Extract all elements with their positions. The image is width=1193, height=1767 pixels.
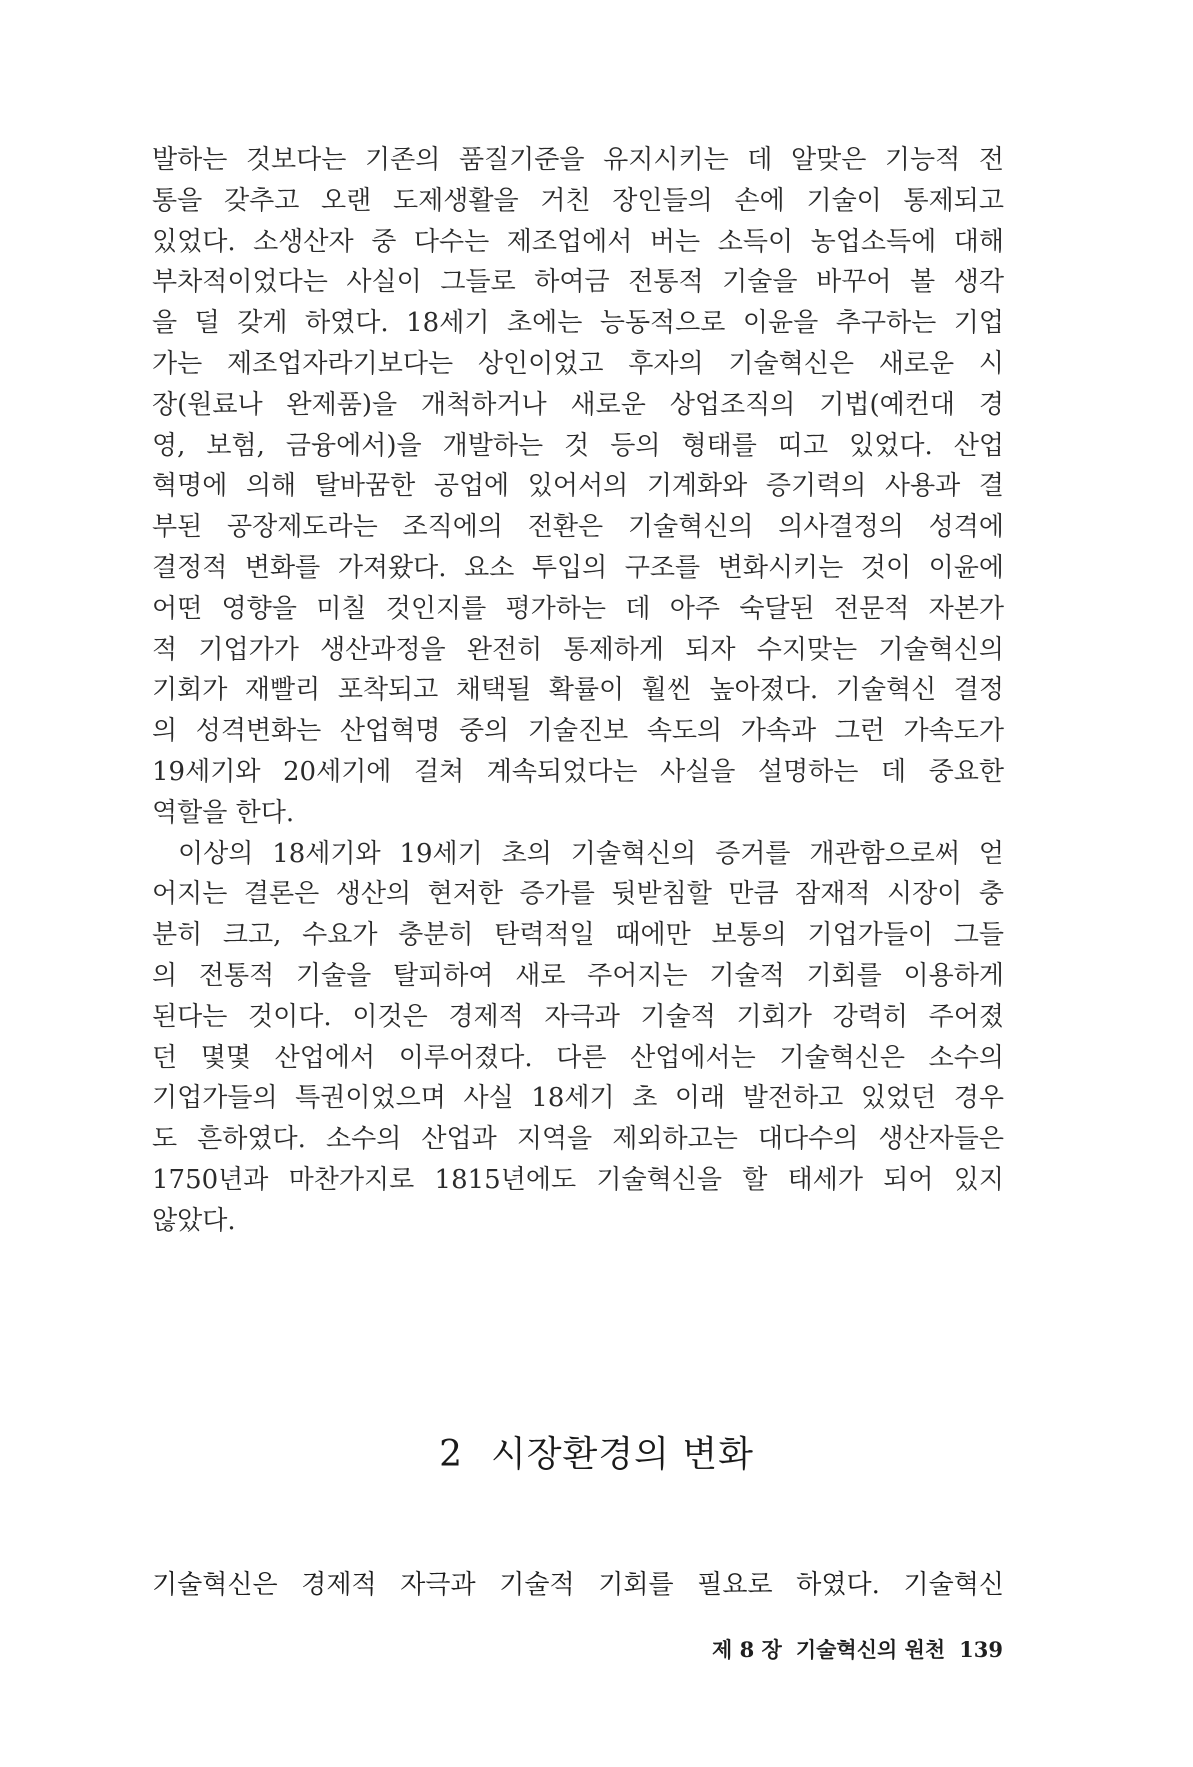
text-line: 의 성격변화는 산업혁명 중의 기술진보 속도의 가속과 그런 가속도가 (152, 716, 1004, 747)
text-line: 도 흔하였다. 소수의 산업과 지역을 제외하고는 대다수의 생산자들은 (152, 1124, 1004, 1155)
text-line: 않았다. (152, 1205, 236, 1236)
section-first-line: 기술혁신은 경제적 자극과 기술적 기회를 필요로 하였다. 기술혁신 (152, 1570, 1004, 1600)
text-line: 을 덜 갖게 하였다. 18세기 초에는 능동적으로 이윤을 추구하는 기업 (152, 308, 1004, 339)
text-line: 결정적 변화를 가져왔다. 요소 투입의 구조를 변화시키는 것이 이윤에 (152, 552, 1004, 583)
text-line: 1750년과 마찬가지로 1815년에도 기술혁신을 할 태세가 되어 있지 (152, 1164, 1004, 1195)
text-line: 장(원료나 완제품)을 개척하거나 새로운 상업조직의 기법(예컨대 경 (152, 389, 1004, 420)
text-line: 영, 보험, 금융에서)을 개발하는 것 등의 형태를 띠고 있었다. 산업 (152, 430, 1004, 461)
text-line: 19세기와 20세기에 걸쳐 계속되었다는 사실을 설명하는 데 중요한 (152, 756, 1004, 787)
text-line: 역할을 한다. (152, 797, 295, 828)
text-line: 혁명에 의해 탈바꿈한 공업에 있어서의 기계화와 증기력의 사용과 결 (152, 471, 1004, 502)
text-line: 적 기업가가 생산과정을 완전히 통제하게 되자 수지맞는 기술혁신의 (152, 634, 1004, 665)
paragraph-1 (152, 140, 1004, 834)
paragraph-2 (152, 834, 1004, 1242)
text-line: 어떤 영향을 미칠 것인지를 평가하는 데 아주 숙달된 전문적 자본가 (152, 593, 1004, 624)
text-line: 던 몇몇 산업에서 이루어졌다. 다른 산업에서는 기술혁신은 소수의 (152, 1042, 1004, 1073)
section-number: 2 (439, 1434, 463, 1475)
page-number: 139 (959, 1637, 1003, 1662)
text-line: 기회가 재빨리 포착되고 채택될 확률이 훨씬 높아졌다. 기술혁신 결정 (152, 675, 1004, 706)
text-line: 기업가들의 특권이었으며 사실 18세기 초 이래 발전하고 있었던 경우 (152, 1083, 1004, 1114)
text-line: 어지는 결론은 생산의 현저한 증가를 뒷받침할 만큼 잠재적 시장이 충 (152, 879, 1004, 910)
section-heading (0, 1430, 1193, 1480)
page-footer (698, 1635, 1003, 1665)
text-line: 있었다. 소생산자 중 다수는 제조업에서 버는 소득이 농업소득에 대해 (152, 226, 1004, 257)
text-line: 의 전통적 기술을 탈피하여 새로 주어지는 기술적 기회를 이용하게 (152, 960, 1004, 991)
chapter-label: 제 8 장 (712, 1637, 782, 1662)
text-line: 분히 크고, 수요가 충분히 탄력적일 때에만 보통의 기업가들이 그들 (152, 920, 1004, 951)
text-line: 발하는 것보다는 기존의 품질기준을 유지시키는 데 알맞은 기능적 전 (152, 145, 1004, 175)
body-text (152, 140, 1004, 1242)
text-line: 통을 갖추고 오랜 도제생활을 거친 장인들의 손에 기술이 통제되고 (152, 185, 1004, 216)
chapter-title: 기술혁신의 원천 (795, 1637, 946, 1662)
text-line: 된다는 것이다. 이것은 경제적 자극과 기술적 기회가 강력히 주어졌 (152, 1001, 1004, 1032)
section-title: 시장환경의 변화 (491, 1434, 754, 1475)
text-line: 부차적이었다는 사실이 그들로 하여금 전통적 기술을 바꾸어 볼 생각 (152, 267, 1004, 298)
text-line: 부된 공장제도라는 조직에의 전환은 기술혁신의 의사결정의 성격에 (152, 512, 1004, 543)
text-line: 가는 제조업자라기보다는 상인이었고 후자의 기술혁신은 새로운 시 (152, 348, 1004, 379)
text-line: 이상의 18세기와 19세기 초의 기술혁신의 증거를 개관함으로써 얻 (178, 838, 1004, 869)
